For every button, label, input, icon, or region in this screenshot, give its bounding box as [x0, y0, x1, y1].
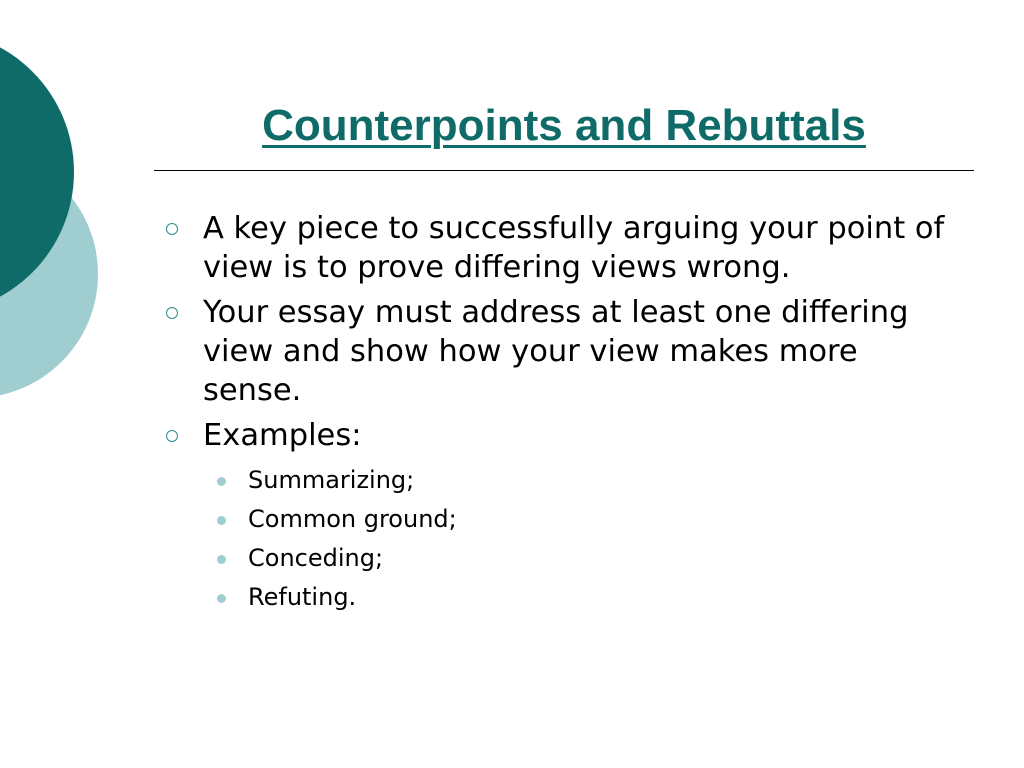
bullet-text: A key piece to successfully arguing your point of view is to prove differing views wrong. [203, 211, 945, 285]
filled-dot-bullet-icon [217, 594, 226, 603]
sub-bullet-item [162, 500, 962, 539]
slide-content [162, 209, 962, 617]
sub-bullet-text: Summarizing; [248, 466, 415, 494]
bullet-item [162, 416, 962, 455]
bullet-text: Examples: [203, 418, 362, 453]
bullet-item [162, 293, 962, 410]
filled-dot-bullet-icon [217, 477, 226, 486]
filled-dot-bullet-icon [217, 555, 226, 564]
hollow-circle-bullet-icon [166, 430, 178, 442]
sub-bullet-text: Refuting. [248, 583, 357, 611]
filled-dot-bullet-icon [217, 516, 226, 525]
sub-bullet-item [162, 461, 962, 500]
sub-bullet-text: Common ground; [248, 505, 457, 533]
hollow-circle-bullet-icon [166, 223, 178, 235]
bullet-text: Your essay must address at least one differing view and show how your view makes more sense. [203, 295, 909, 408]
bullet-item [162, 209, 962, 287]
sub-bullet-text: Conceding; [248, 544, 384, 572]
hollow-circle-bullet-icon [166, 307, 178, 319]
sub-bullet-item [162, 539, 962, 578]
title-divider [154, 170, 974, 171]
sub-bullet-item [162, 578, 962, 617]
slide-title: Counterpoints and Rebuttals [262, 101, 866, 150]
